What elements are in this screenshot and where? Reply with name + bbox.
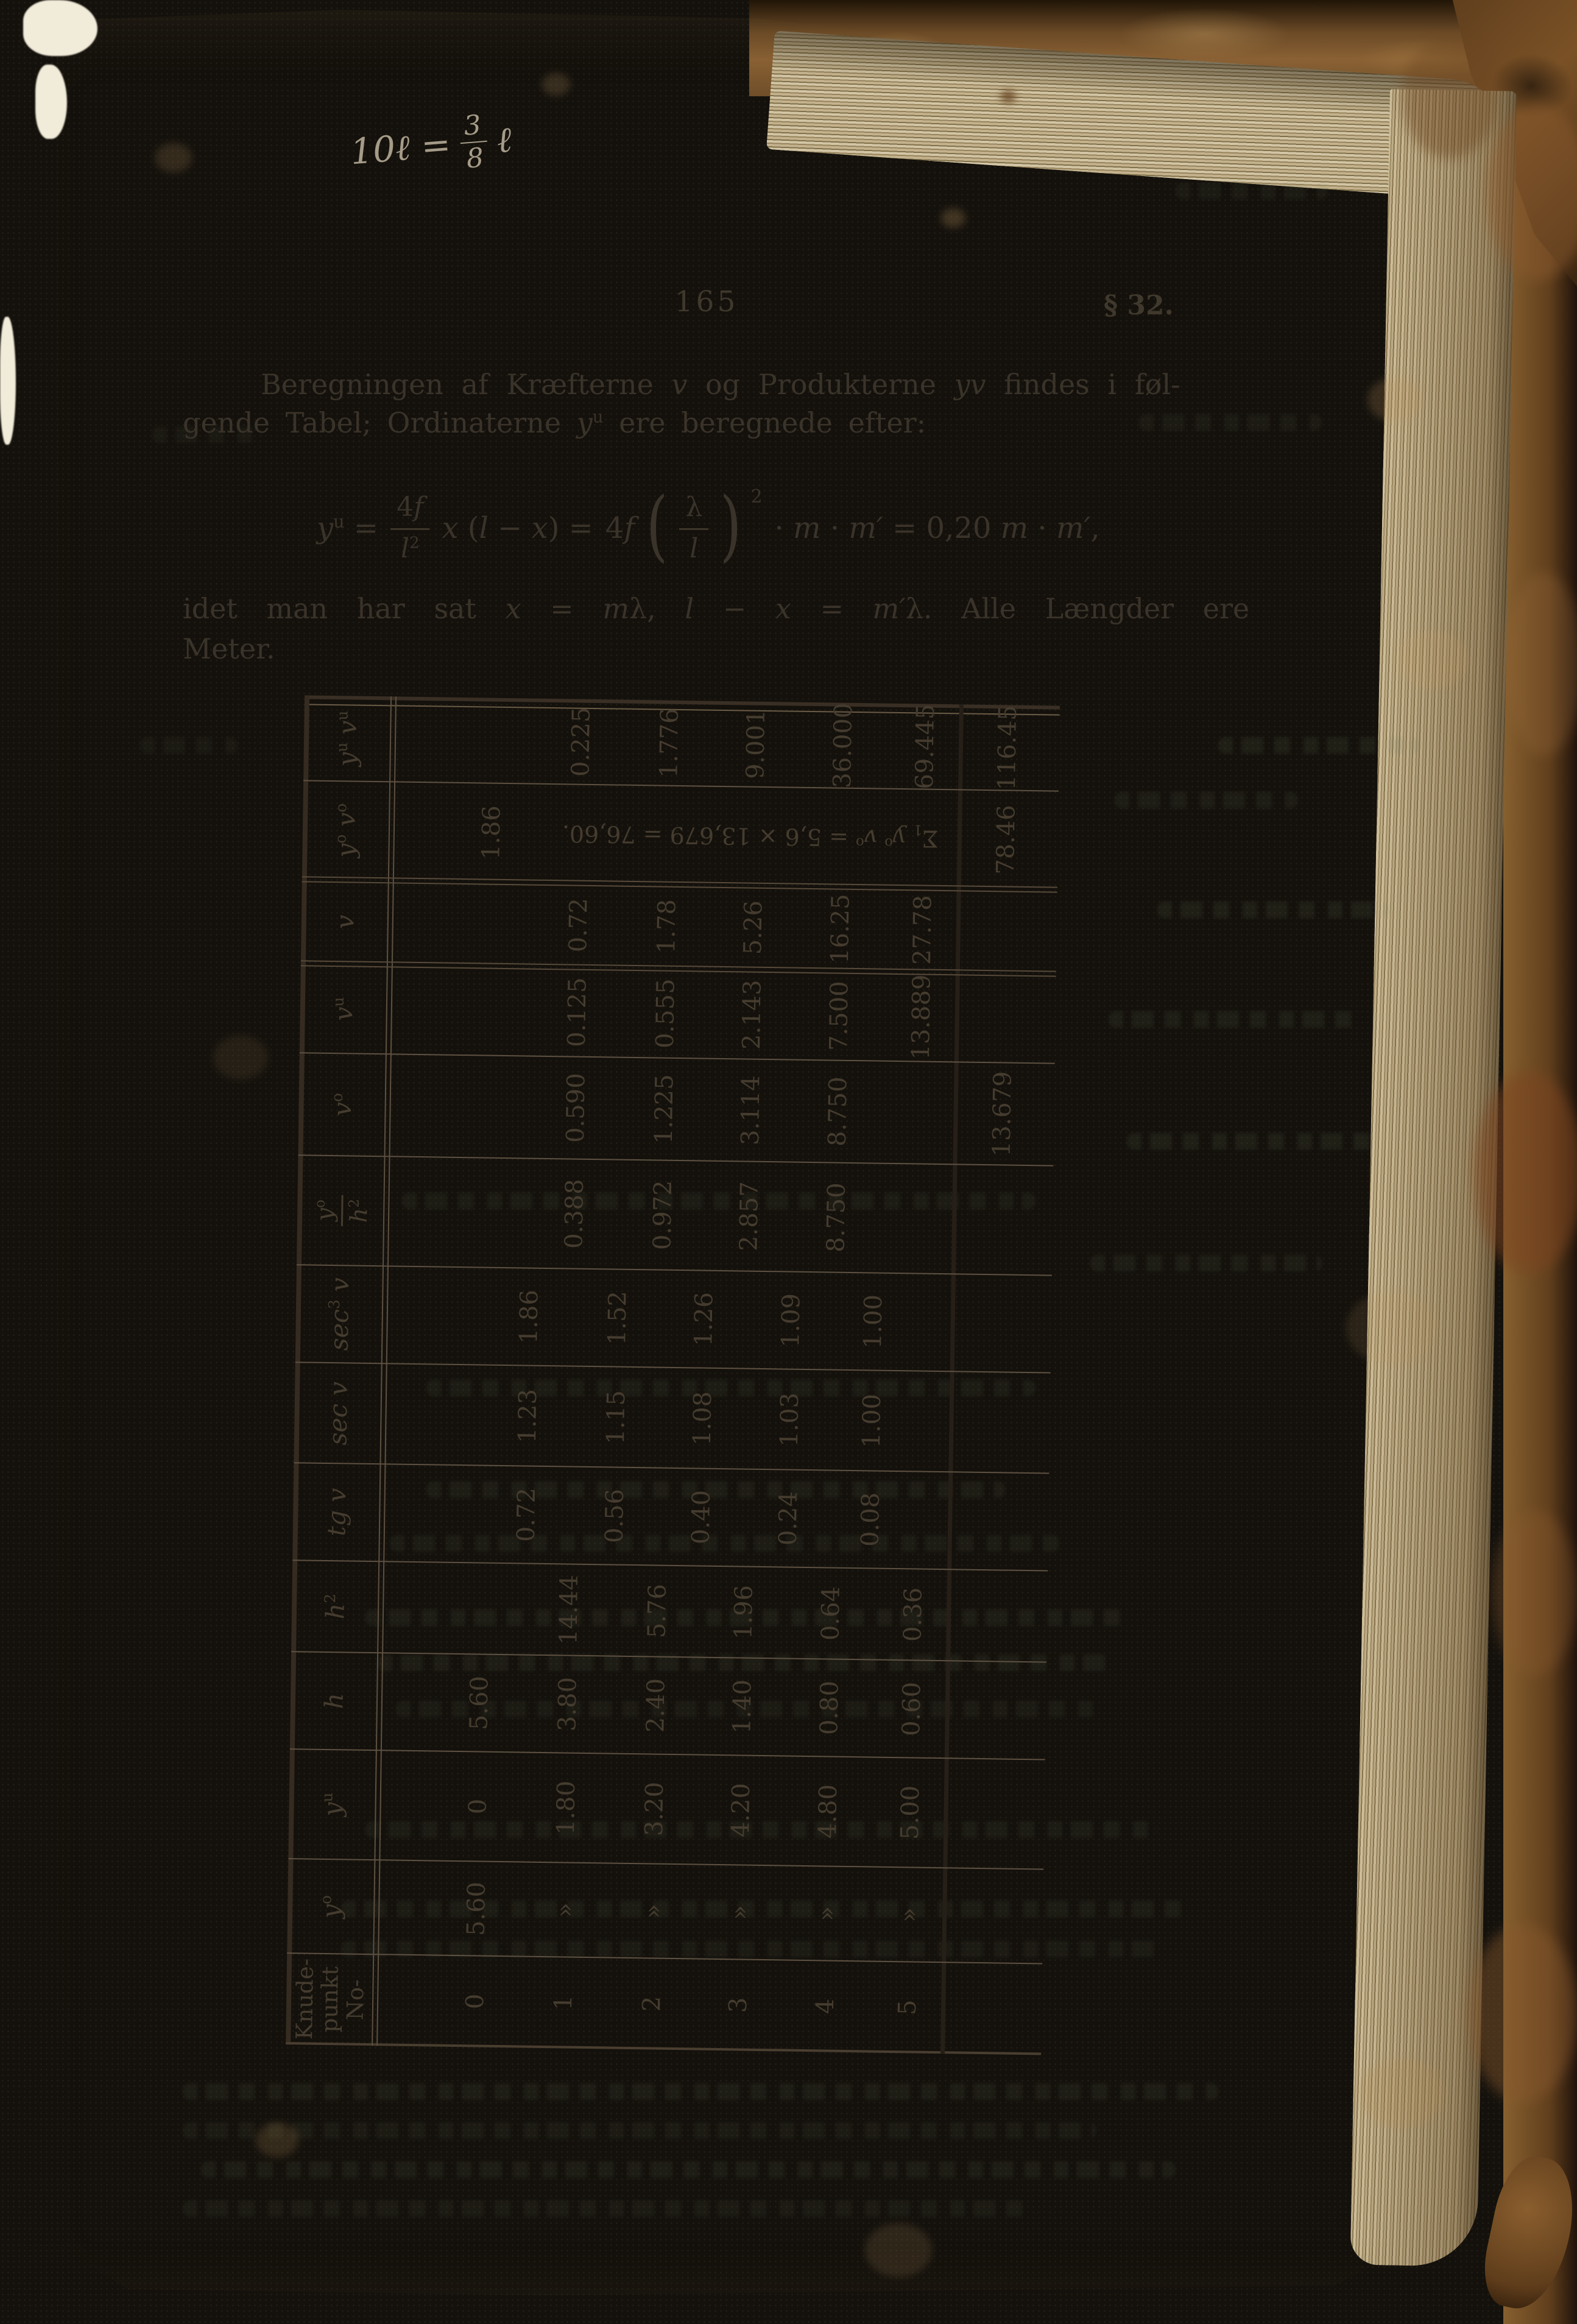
table-rule — [376, 696, 397, 2046]
cell-h2-5: 0.36 — [898, 1587, 928, 1642]
pencil-annotation-lhs: 10ℓ = — [348, 123, 453, 173]
formula-lhs: $y^u$ = — [317, 511, 379, 545]
cell-sec3v-1: 1.86 — [515, 1289, 544, 1344]
cell-sec3v-3: 1.26 — [690, 1291, 719, 1347]
cell-h-5: 0.60 — [897, 1681, 926, 1737]
cell-yuvu-1: 0.225 — [566, 707, 596, 777]
cell-secv-3: 1.08 — [688, 1391, 718, 1446]
cell-v-2: 1.78 — [652, 899, 682, 954]
force-calculation-table — [286, 695, 1060, 2055]
cell-yuvu-3: 9.001 — [741, 709, 771, 780]
body-text-line-3: idet man har sat x = mλ, l − x = m′λ. Alle Længder ere — [183, 592, 1250, 625]
cell-h-1: 3.80 — [553, 1676, 582, 1732]
column-header-h: h — [319, 1692, 349, 1709]
cell-knude-0: 0 — [460, 1993, 490, 2010]
cell-knude-5: 5 — [893, 1999, 922, 2016]
cell-h2-4: 0.64 — [816, 1586, 845, 1641]
table-rule — [940, 704, 964, 2054]
column-header-knude: Knude- punkt No- — [291, 1958, 369, 2040]
cell-vu-4: 7.500 — [825, 980, 854, 1051]
cell-v-1: 0.72 — [564, 897, 593, 953]
cell-yo-4: » — [813, 1905, 841, 1921]
cell-vu-3: 2.143 — [738, 979, 767, 1050]
cell-yo-0: 5.60 — [462, 1881, 491, 1936]
cell-vu-1: 0.125 — [563, 977, 592, 1047]
cell-secv-4: 1.03 — [775, 1392, 805, 1447]
column-header-secv: sec v — [323, 1381, 353, 1446]
column-header-tgv: tg v — [322, 1488, 352, 1537]
column-header-yu: $y^u$ — [317, 1792, 348, 1817]
cell-yoh2-1: 0.388 — [560, 1179, 590, 1249]
cell-yoh2-4: 8.750 — [822, 1182, 851, 1253]
pencil-annotation-fraction: $\frac{3}{8}$ — [458, 111, 490, 173]
cell-vo-1: 0.590 — [561, 1073, 591, 1143]
table-rule — [291, 1651, 1046, 1662]
body-text-line-4: Meter. — [183, 632, 275, 665]
cell-h2-1: 14.44 — [554, 1574, 584, 1645]
cell-yu-0: 0 — [464, 1798, 492, 1815]
cell-yoh2-2: 0.972 — [648, 1180, 678, 1251]
formula-exponent: 2 — [750, 486, 763, 507]
cell-yu-2: 3.20 — [640, 1781, 669, 1837]
cell-h-0: 5.60 — [465, 1675, 494, 1731]
cell-knude-2: 2 — [637, 1996, 666, 2012]
sum-note-yovo: $\Sigma_1$ $y^o$ $v^o = 5,6 \times 13,679 = 76,60$. — [562, 820, 939, 852]
column-header-sec3v: $\sec^3 v$ — [324, 1277, 355, 1351]
cell-secv-2: 1.15 — [601, 1390, 631, 1444]
cell-yu-4: 4.80 — [813, 1784, 843, 1839]
cell-yu-3: 4.20 — [726, 1782, 756, 1838]
display-formula: $y^u$ = $\frac{4f}{l^2}$ x (l − x) = 4f ( $\frac{\lambda}{l}$ ) 2 · m · m′ = 0,20 m · m′, — [317, 481, 1100, 570]
pencil-annotation — [348, 110, 514, 182]
cell-yovo-sum: 78.46 — [992, 804, 1021, 875]
column-header-vo: $v^o$ — [327, 1092, 358, 1117]
table-rule — [292, 1559, 1048, 1571]
formula-tail: · m · m′ = 0,20 m · m′, — [774, 511, 1100, 545]
cell-secv-5: 1.00 — [857, 1393, 887, 1448]
cell-tgv-4: 0.24 — [774, 1491, 803, 1546]
formula-fraction-4f-l2: $\frac{4f}{l^2}$ — [390, 492, 429, 564]
cell-tgv-3: 0.40 — [686, 1489, 716, 1545]
body-text-line-2: gende Tabel; Ordinaterne $y^u$ ere beregnede efter: — [183, 406, 926, 439]
table-rule — [298, 1154, 1054, 1166]
body-text-line-1: Beregningen af Kræfterne v og Produkterne yv findes i føl- — [261, 368, 1180, 401]
table-rule — [286, 2042, 1041, 2055]
cell-knude-3: 3 — [724, 1997, 753, 2013]
formula-fraction-lambda-l: $\frac{\lambda}{l}$ — [679, 492, 708, 564]
table-rule — [305, 695, 1060, 709]
cell-yuvu-2: 1.776 — [655, 708, 684, 779]
column-header-yovo: $y^o$ $v^o$ — [331, 803, 361, 858]
cell-yo-5: » — [895, 1907, 923, 1923]
cell-vo-3: 3.114 — [736, 1075, 766, 1146]
column-header-yuvu: $y^u$ $v^u$ — [332, 710, 362, 767]
cell-yu-5: 5.00 — [895, 1785, 925, 1840]
table-rule — [300, 1052, 1055, 1064]
column-header-h2: $h^2$ — [320, 1593, 350, 1620]
cell-v-4: 16.25 — [825, 894, 855, 964]
cell-yoh2-3: 2.857 — [735, 1181, 764, 1252]
cell-v-5: 27.78 — [908, 894, 937, 966]
cell-h-3: 1.40 — [728, 1679, 757, 1734]
table-rule — [372, 696, 392, 2046]
column-header-vu: $v^u$ — [329, 996, 359, 1021]
cell-knude-4: 4 — [811, 1998, 840, 2015]
table-rule — [295, 1362, 1051, 1373]
cell-sec3v-4: 1.09 — [777, 1293, 806, 1348]
column-header-yo: $y^o$ — [316, 1895, 346, 1918]
pencil-annotation-rhs: ℓ — [495, 118, 513, 161]
cell-yo-3: » — [725, 1904, 754, 1920]
section-mark: § 32. — [1104, 290, 1174, 321]
cell-h2-2: 5.76 — [643, 1583, 672, 1639]
cell-vo-sum: 13.679 — [987, 1071, 1017, 1157]
cell-tgv-5: 0.08 — [856, 1492, 885, 1547]
table-rule — [290, 1748, 1045, 1760]
page-number: 165 — [674, 285, 739, 319]
cell-knude-1: 1 — [549, 1994, 578, 2011]
cell-h-2: 2.40 — [641, 1678, 671, 1733]
cell-sec3v-2: 1.52 — [603, 1290, 632, 1346]
table-rule — [286, 695, 309, 2044]
cell-vo-4: 8.750 — [823, 1076, 853, 1147]
table-rule — [302, 881, 1057, 892]
cell-vo-2: 1.225 — [649, 1074, 679, 1145]
cell-h-4: 0.80 — [815, 1680, 844, 1736]
table-rule — [301, 965, 1056, 977]
table-rule — [303, 780, 1059, 791]
formula-mid: x (l − x) = — [442, 511, 593, 545]
column-header-v: v — [330, 914, 360, 930]
cell-vu-5: 13.889 — [906, 973, 936, 1060]
column-header-yoh2: $y^o$ $h^2$ — [312, 1195, 371, 1227]
cell-tgv-1: 0.72 — [512, 1487, 541, 1542]
cell-yo-2: » — [639, 1903, 668, 1919]
cell-secv-1: 1.23 — [513, 1388, 543, 1443]
cell-yo-1: » — [551, 1902, 579, 1918]
table-rule — [294, 1462, 1049, 1474]
cell-sec3v-5: 1.00 — [859, 1294, 888, 1349]
cell-v-3: 5.26 — [739, 900, 768, 955]
table-rule — [288, 1858, 1043, 1870]
cell-yuvu-sum: 116.45 — [992, 705, 1022, 791]
cell-yuvu-4: 36.000 — [828, 702, 858, 788]
table-rule — [287, 1952, 1042, 1964]
cell-yovo-0: 1.86 — [477, 805, 506, 860]
cell-h2-3: 1.96 — [729, 1584, 758, 1640]
cell-vu-2: 0.555 — [651, 978, 680, 1048]
table-rule — [297, 1264, 1052, 1276]
cell-tgv-2: 0.56 — [600, 1488, 629, 1544]
formula-coef: 4f — [605, 511, 635, 545]
cell-yuvu-5: 69.445 — [911, 704, 940, 789]
cell-yu-1: 1.80 — [551, 1780, 581, 1835]
